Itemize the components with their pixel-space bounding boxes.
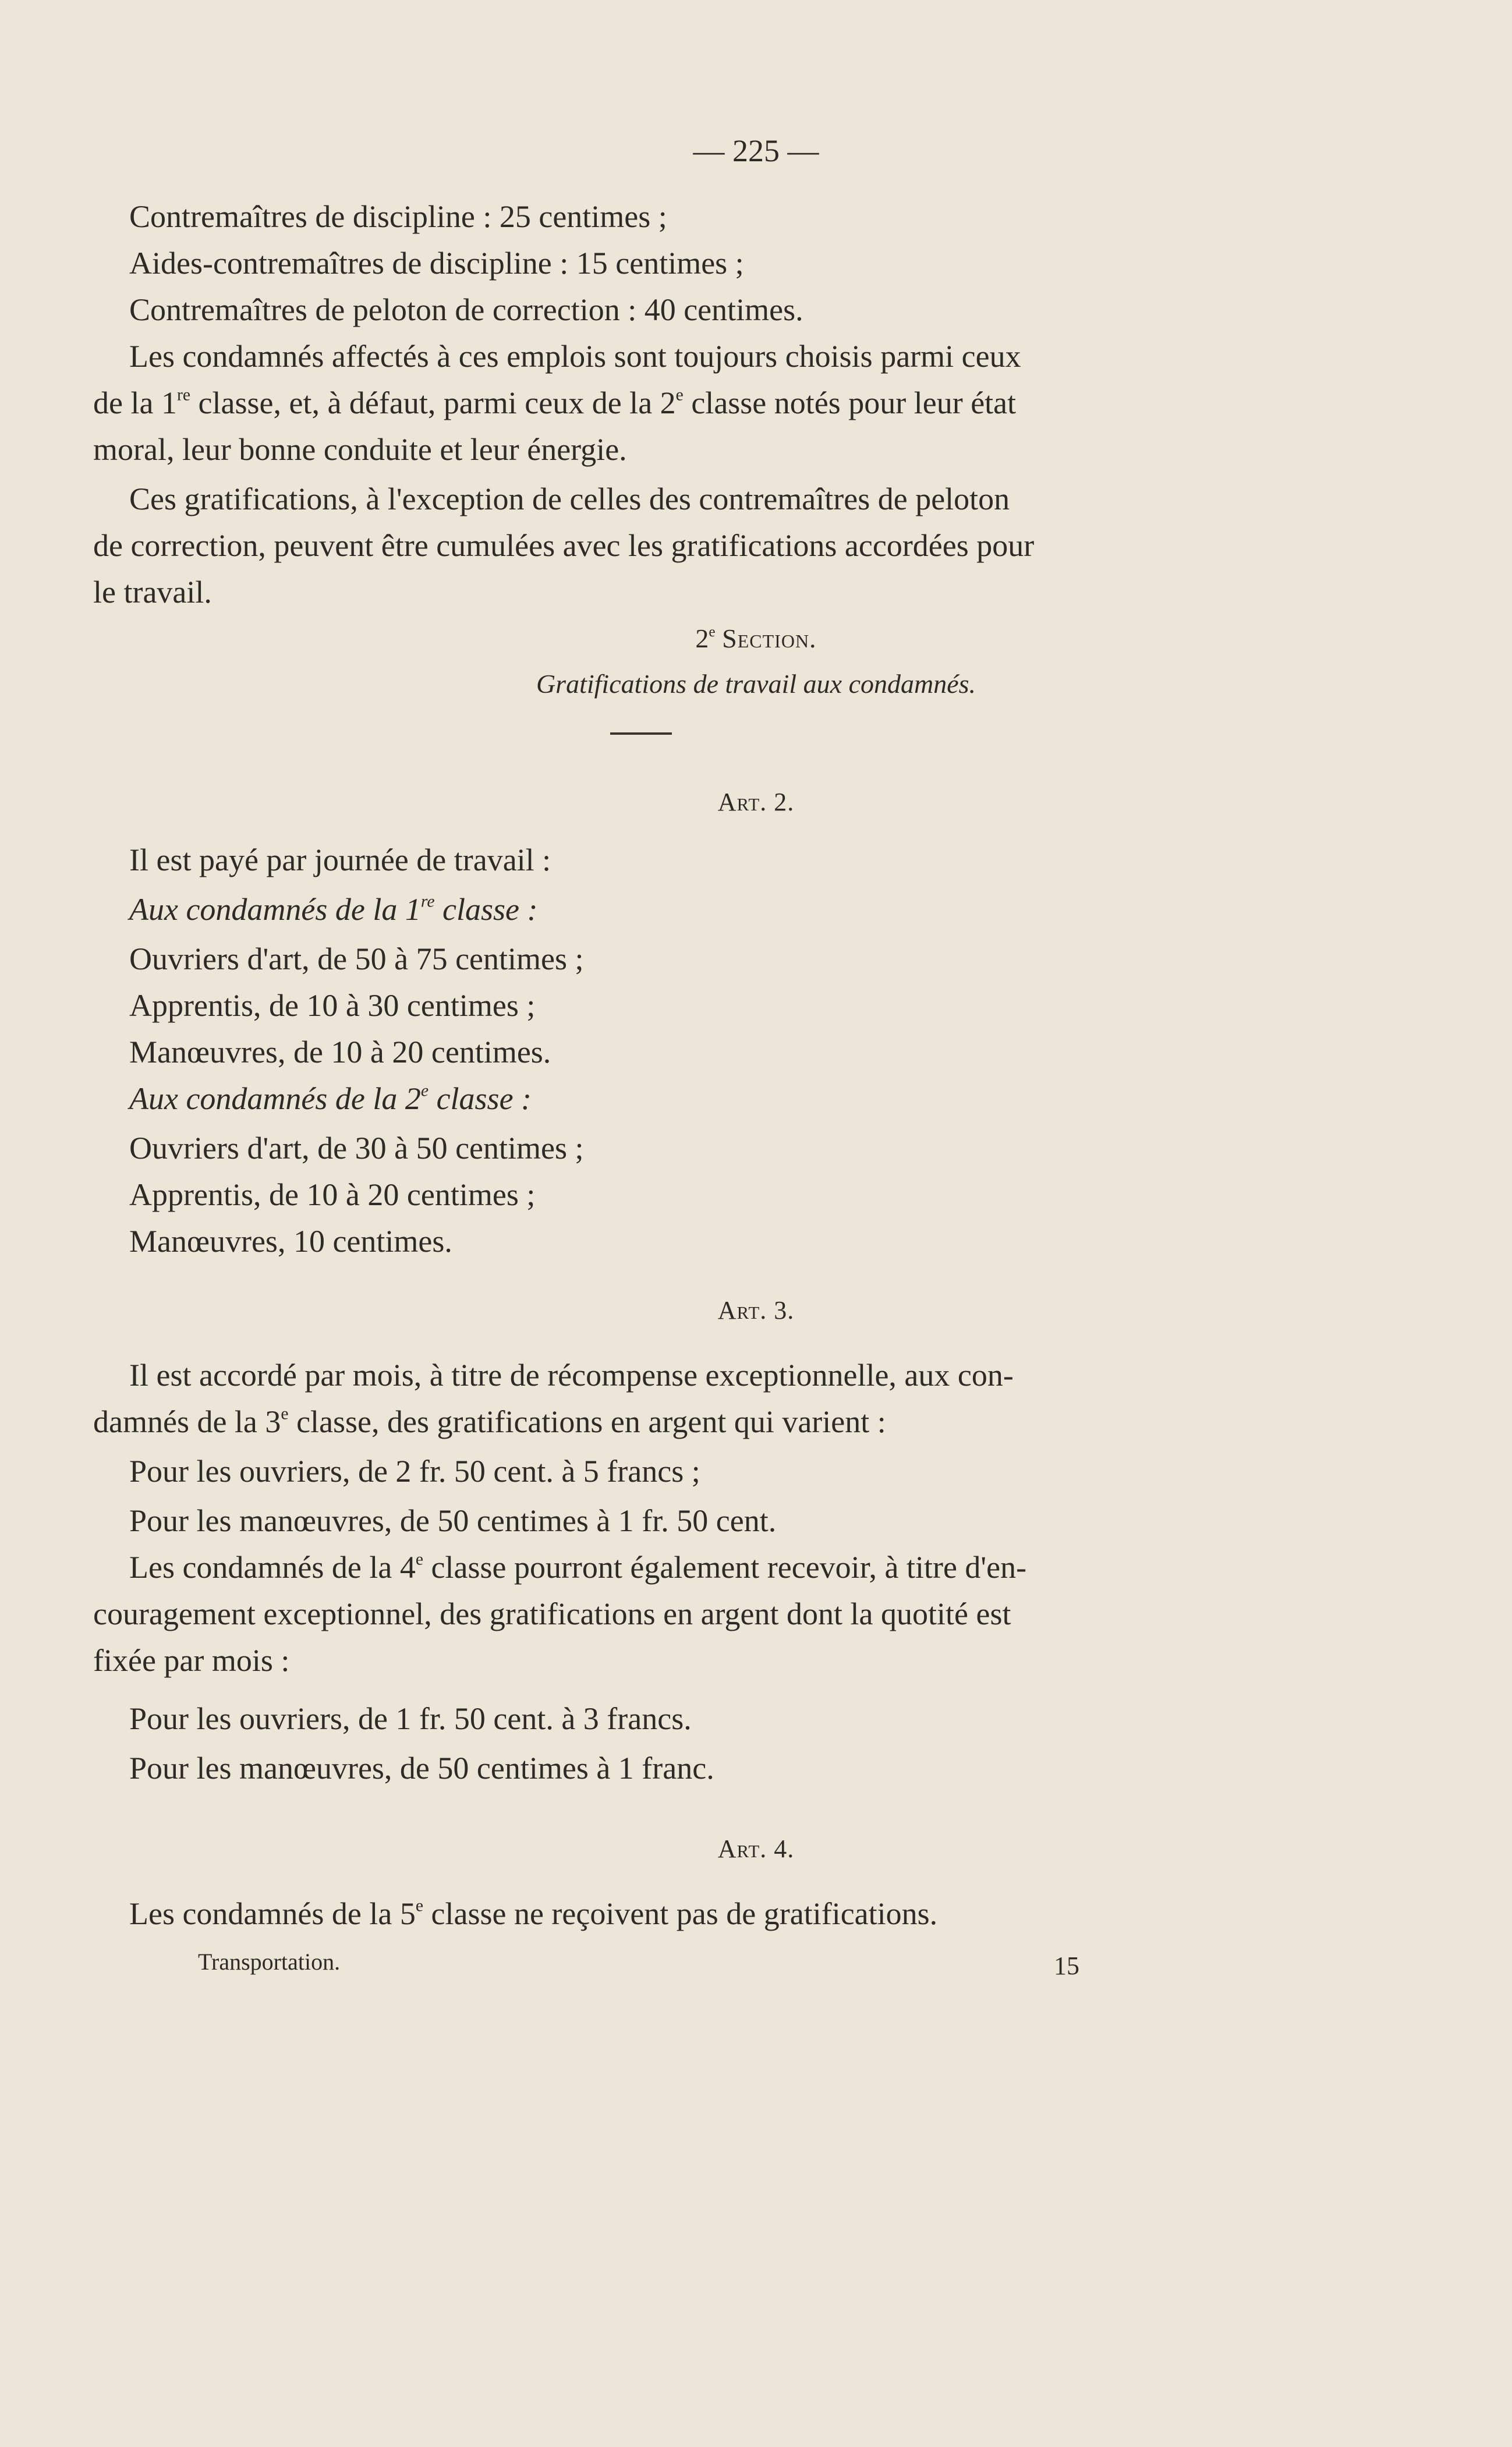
signature-mark: 15	[1054, 1952, 1079, 1980]
text-line: le travail.	[93, 575, 212, 610]
list-item: Apprentis, de 10 à 20 centimes ;	[129, 1177, 536, 1212]
text-line: de la 1re classe, et, à défaut, parmi ceux de la 2e classe notés pour leur état	[93, 385, 1017, 420]
section-heading: 2e Section.	[695, 624, 817, 653]
class-heading: Aux condamnés de la 2e classe :	[129, 1081, 532, 1116]
list-item: Pour les ouvriers, de 2 fr. 50 cent. à 5 francs ;	[129, 1454, 700, 1489]
page-number: — 225 —	[693, 133, 819, 168]
list-item: Ouvriers d'art, de 50 à 75 centimes ;	[129, 941, 584, 976]
list-item: Ouvriers d'art, de 30 à 50 centimes ;	[129, 1131, 584, 1166]
text-line: Contremaîtres de peloton de correction : 40 centimes.	[129, 292, 803, 327]
footer-signature: Transportation.	[198, 1949, 341, 1975]
list-item: Manœuvres, de 10 à 20 centimes.	[129, 1035, 551, 1070]
list-item: Pour les ouvriers, de 1 fr. 50 cent. à 3 francs.	[129, 1701, 692, 1736]
section-divider	[610, 732, 672, 735]
text-line: damnés de la 3e classe, des gratifications en argent qui varient :	[93, 1404, 886, 1439]
text-line: moral, leur bonne conduite et leur énergie.	[93, 432, 627, 467]
section-title: Gratifications de travail aux condamnés.	[536, 669, 976, 699]
text-line: Les condamnés de la 4e classe pourront également recevoir, à titre d'en-	[129, 1550, 1027, 1585]
list-item: Pour les manœuvres, de 50 centimes à 1 fr. 50 cent.	[129, 1503, 777, 1538]
article-heading: Art. 2.	[717, 788, 795, 816]
text-line: de correction, peuvent être cumulées avec les gratifications accordées pour	[93, 528, 1035, 563]
class-heading: Aux condamnés de la 1re classe :	[129, 892, 538, 927]
text-line: Aides-contremaîtres de discipline : 15 centimes ;	[129, 246, 744, 281]
list-item: Pour les manœuvres, de 50 centimes à 1 franc.	[129, 1751, 714, 1786]
article-heading: Art. 3.	[717, 1296, 795, 1325]
text-line: Les condamnés affectés à ces emplois sont toujours choisis parmi ceux	[129, 339, 1021, 374]
text-line: fixée par mois :	[93, 1643, 290, 1678]
text-line: couragement exceptionnel, des gratifications en argent dont la quotité est	[93, 1596, 1011, 1631]
text-line: Il est payé par journée de travail :	[129, 842, 551, 877]
list-item: Manœuvres, 10 centimes.	[129, 1224, 452, 1259]
text-line: Ces gratifications, à l'exception de celles des contremaîtres de peloton	[129, 481, 1010, 516]
text-line: Les condamnés de la 5e classe ne reçoivent pas de gratifications.	[129, 1896, 938, 1931]
text-line: Contremaîtres de discipline : 25 centimes ;	[129, 199, 667, 234]
list-item: Apprentis, de 10 à 30 centimes ;	[129, 988, 536, 1023]
article-heading: Art. 4.	[717, 1835, 795, 1863]
text-line: Il est accordé par mois, à titre de récompense exceptionnelle, aux con-	[129, 1358, 1014, 1393]
